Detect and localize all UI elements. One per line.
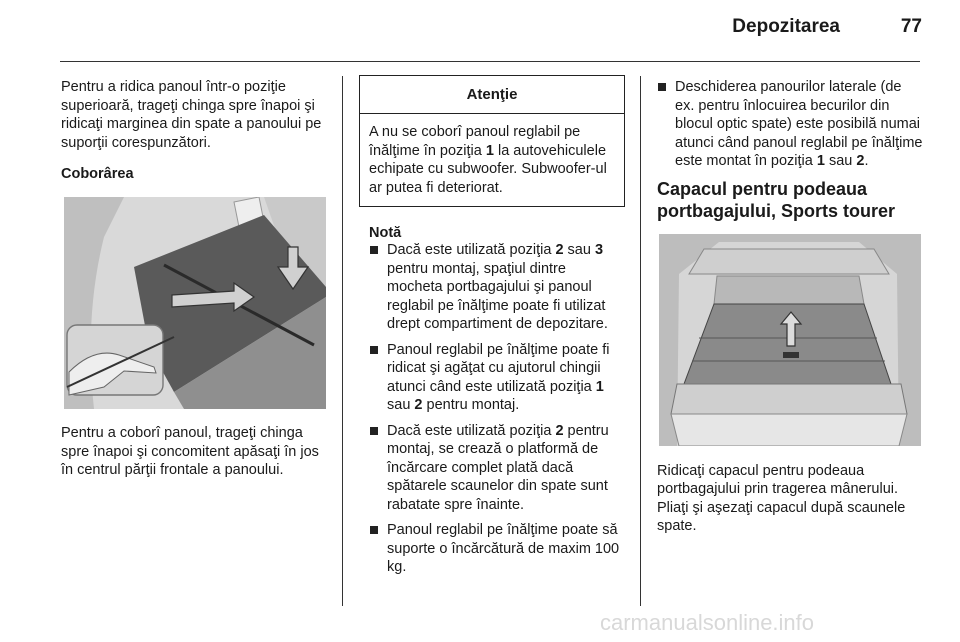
list-item: Dacă este utilizată poziţia 2 pentru montaj, se crează o platformă de încărcare complet plată dacă spătarele scaunelor din spate sunt rabatate spre înainte. <box>369 422 625 515</box>
list-item: Panoul reglabil pe înălţime poate să suporte o încărcătură de maxim 100 kg. <box>369 521 625 577</box>
column-left <box>61 78 329 480</box>
column-middle <box>359 75 625 584</box>
caution-box <box>359 75 625 207</box>
lower-panel-text: Pentru a coborî panoul, trageţi chinga spre înapoi şi concomitent apăsaţi în jos în centrul părţii frontale a panoului. <box>61 425 319 478</box>
floor-cover-text: Ridicaţi capacul pentru podeaua portbagajului prin tragerea mânerului. Pliaţi şi aşezaţi capacul după scaunele spate. <box>657 462 906 534</box>
watermark: carmanualsonline.info <box>600 610 815 635</box>
lowering-panel-illustration <box>61 197 329 409</box>
header-divider <box>60 61 920 62</box>
column-right <box>657 78 923 536</box>
column-divider <box>342 76 343 606</box>
page-title: Depozitarea <box>732 16 840 37</box>
note-list <box>369 241 625 577</box>
page-number: 77 <box>900 16 922 37</box>
list-item: Panoul reglabil pe înălţime poate fi ridicat şi agăţat cu ajutorul chingii atunci când este utilizată poziţia 1 sau 2 pentru montaj. <box>369 341 625 415</box>
note-title: Notă <box>369 225 402 241</box>
section-heading: Capacul pentru podeaua portbagajului, Sports tourer <box>657 178 896 221</box>
list-item: Deschiderea panourilor laterale (de ex. pentru înlocuirea becurilor din blocul optic spate) este posibilă numai atunci când panoul reglabil pe înălţime este montat în poziţia 1 sau 2. <box>657 78 923 171</box>
lowering-heading: Coborârea <box>61 166 134 182</box>
caution-text: A nu se coborî panoul reglabil pe înălţime în poziţia 1 la autovehiculele echipate cu subwoofer. Subwoofer-ul ar putea fi deteriorat. <box>369 124 607 196</box>
raise-panel-text: Pentru a ridica panoul într-o poziţie superioară, trageţi chinga spre înapoi şi ridicaţi marginea din spate a panoului pe suporţii corespunzători. <box>61 79 322 151</box>
list-item: Dacă este utilizată poziţia 2 sau 3 pentru montaj, spaţiul dintre mocheta portbagajului şi panoul reglabil pe înălţime poate fi utilizat drept compartiment de depozitare. <box>369 241 625 334</box>
floor-cover-illustration <box>657 234 923 446</box>
side-panel-list <box>657 78 923 171</box>
column-divider <box>640 76 641 606</box>
caution-title: Atenţie <box>360 76 624 114</box>
